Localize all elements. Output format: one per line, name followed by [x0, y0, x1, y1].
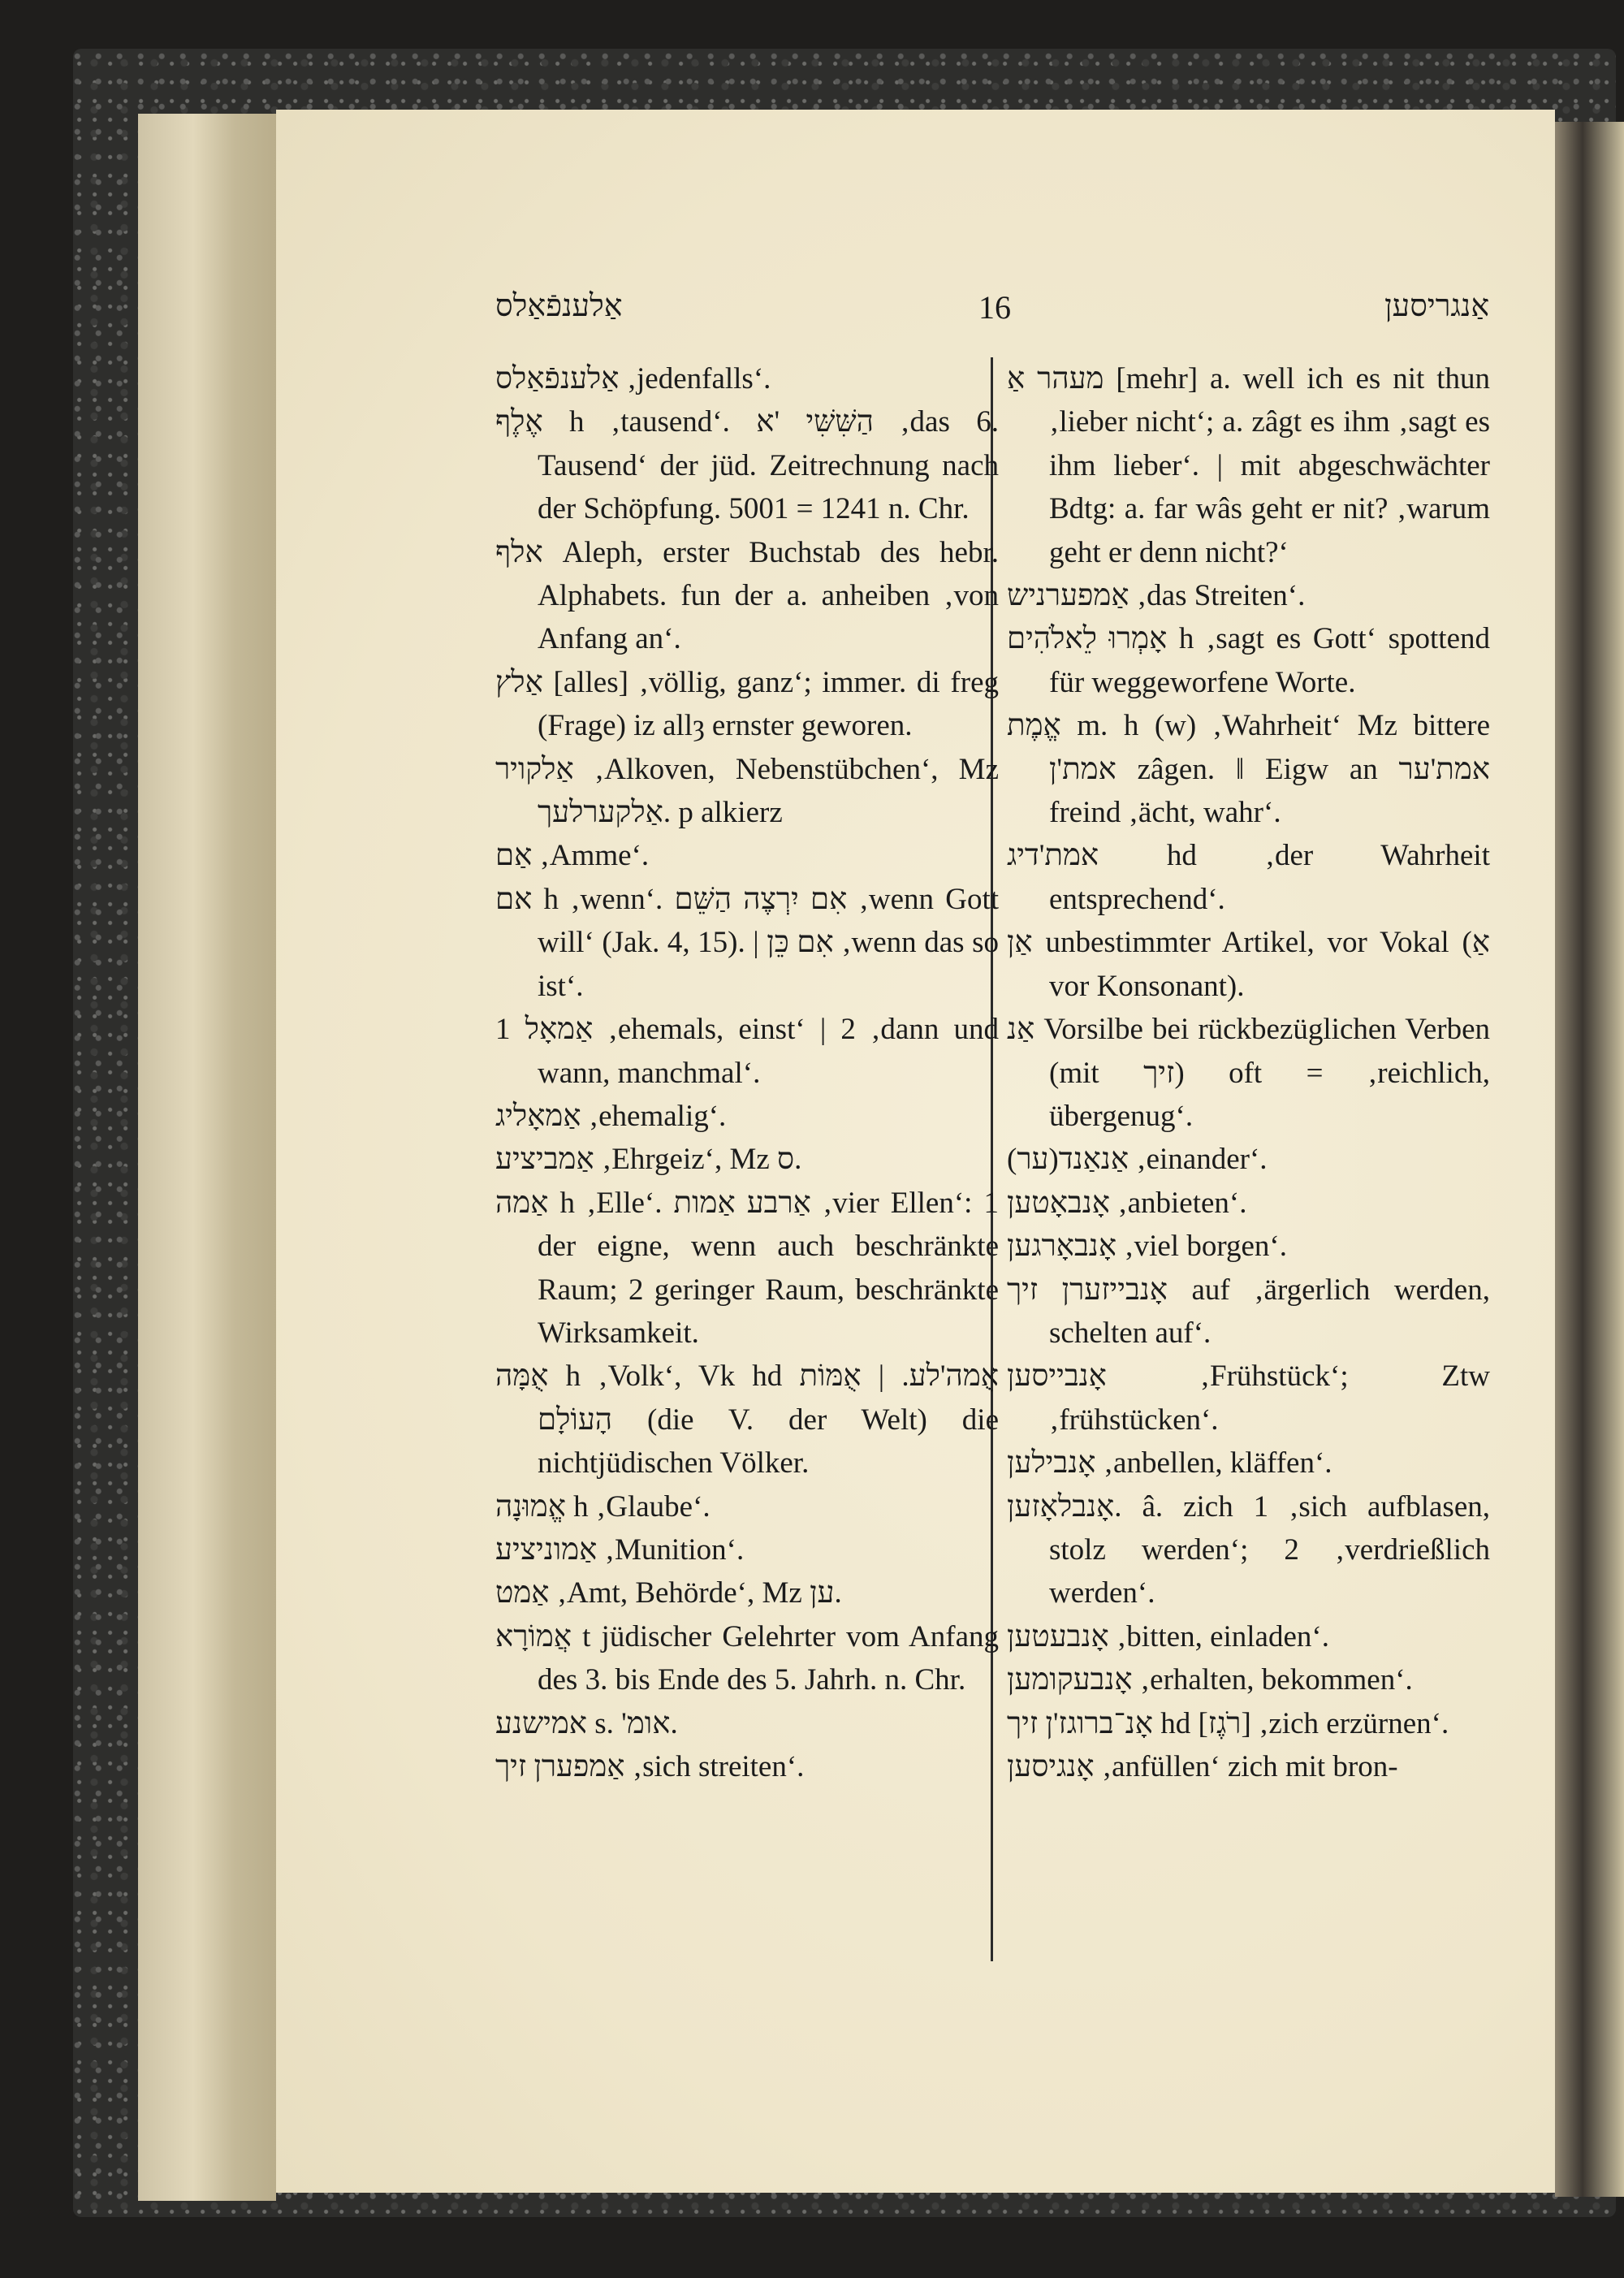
dictionary-entry: אַנ Vorsilbe bei rückbezüglichen Verben (mit זיך) oft = ‚reichlich, übergenug‘. [1007, 1013, 1490, 1133]
dictionary-entry: אַנאַנד(ער) ‚einander‘. [1007, 1143, 1268, 1177]
dictionary-entry: אֶלֶף h ‚tausend‘. הַשִּׁשִּׁי 'א ‚das 6. Tausend‘ der jüd. Zeitrechnung nach der Schöpfung. 5001 = 1241 n. Chr. [495, 405, 999, 526]
page-stack-spine [138, 114, 276, 2201]
dictionary-entry: אָנבייזערן זיך auf ‚ärgerlich werden, schelten auf‘. [1007, 1273, 1490, 1350]
dictionary-entry: אַמפערניש ‚das Streiten‘. [1007, 579, 1306, 613]
dictionary-entry: אַמה h ‚Elle‘. אַרבע אַמות ‚vier Ellen‘: 1 der eigne, wenn auch beschränkte Raum; 2 geringer Raum, beschränkte Wirksamkeit. [495, 1186, 999, 1350]
dictionary-entry: אַמאָליג ‚ehemalig‘. [495, 1099, 727, 1133]
dictionary-entry: אָנבעטען ‚bitten, einladen‘. [1007, 1619, 1329, 1653]
dictionary-entry: אמישנע s. 'אומ. [495, 1706, 678, 1740]
dictionary-entry: אַם ‚Amme‘. [495, 839, 650, 873]
dictionary-entry: אֱמוּנָה h ‚Glaube‘. [495, 1489, 710, 1524]
dictionary-entry: מעהר אַ [mehr] a. well ich es nit thun ‚lieber nicht‘; a. zâgt es ihm ‚sagt es ihm lieber‘. | mit abgeschwächter Bdtg: a. far wâs geht er nit? ‚warum geht er denn nicht?‘ [1007, 362, 1490, 569]
facing-page-edge [1555, 122, 1624, 2197]
dictionary-entry: אָנבילען ‚anbellen, kläffen‘. [1007, 1446, 1332, 1480]
left-column [495, 357, 999, 1788]
dictionary-entry: אַלקויר ‚Alkoven, Nebenstübchen‘, Mz אַלקערלעך. p alkierz [495, 752, 999, 830]
dictionary-entry: אֲמוֹרָא t jüdischer Gelehrter vom Anfang des 3. bis Ende des 5. Jahrh. n. Chr. [495, 1619, 999, 1697]
page-number: 16 [978, 289, 1011, 326]
dictionary-entry: אָנ־ברוגז'ן זיך hd [רֹגֶז] ‚zich erzürnen‘. [1007, 1706, 1449, 1740]
dictionary-entry: אַן unbestimmter Artikel, vor Vokal (אַ vor Konsonant). [1007, 926, 1490, 1003]
dictionary-entry: אֻמָּה h ‚Volk‘, Vk hd אֻמה'לע. | אֻמּוֹת הָעוֹלָם (die V. der Welt) die nichtjüdischen Völker. [495, 1359, 999, 1480]
dictionary-entry: אָנבאָטען ‚anbieten‘. [1007, 1186, 1247, 1220]
dictionary-entry: אמת'דיג hd ‚der Wahrheit entsprechend‘. [1007, 839, 1490, 916]
dictionary-entry: אלף Aleph, erster Buchstab des hebr. Alphabets. fun der a. anheiben ‚von Anfang an‘. [495, 535, 999, 656]
dictionary-entry: אָנבייסען ‚Frühstück‘; Ztw ‚frühstücken‘. [1007, 1359, 1490, 1437]
dictionary-entry: אַלענפֿאַלס ‚jedenfalls‘. [495, 362, 771, 396]
dictionary-entry: אָנגיסען ‚anfüllen‘ zich mit bron- [1007, 1750, 1398, 1783]
dictionary-entry: אַמוניציע ‚Munition‘. [495, 1532, 745, 1567]
dictionary-entry: אֱמֶת m. h (w) ‚Wahrheit‘ Mz bittere אמת'ן zâgen. ‖ Eigw an אמת'ער freind ‚ächt, wahr‘. [1007, 709, 1490, 830]
running-header-left: אַלענפֿאַלס [495, 289, 623, 323]
dictionary-entry: אַלץ [alles] ‚völlig, ganz‘; immer. di freg (Frage) iz allȝ ernster geworen. [495, 665, 999, 743]
dictionary-entry: אָנבעקומען ‚erhalten, bekommen‘. [1007, 1663, 1413, 1697]
dictionary-entry: אָנבלאָזען. â. zich 1 ‚sich aufblasen, stolz werden‘; 2 ‚verdrießlich werden‘. [1007, 1489, 1490, 1610]
dictionary-entry: אַמאָל 1 ‚ehemals, einst‘ | 2 ‚dann und wann, manchmal‘. [495, 1013, 999, 1090]
right-column [1007, 357, 1490, 1788]
running-header-right: אַנגריסען [1384, 289, 1490, 323]
dictionary-entry: אם h ‚wenn‘. אִם יִרְצֶה הַשֵּׁם ‚wenn Gott will‘ (Jak. 4, 15). | אִם כֵּן ‚wenn das so ist‘. [495, 882, 1000, 1003]
dictionary-entry: אַמט ‚Amt, Behörde‘, Mz ען. [495, 1576, 842, 1610]
dictionary-entry: אָנבאָרגען ‚viel borgen‘. [1007, 1230, 1287, 1264]
dictionary-entry: אָמְרוּ לֵאלֹהִים h ‚sagt es Gott‘ spottend für weggeworfene Worte. [1007, 622, 1491, 699]
dictionary-entry: אַמפערן זיך ‚sich streiten‘. [495, 1750, 805, 1783]
dictionary-entry: אַמביציע ‚Ehrgeiz‘, Mz ס. [495, 1143, 802, 1177]
